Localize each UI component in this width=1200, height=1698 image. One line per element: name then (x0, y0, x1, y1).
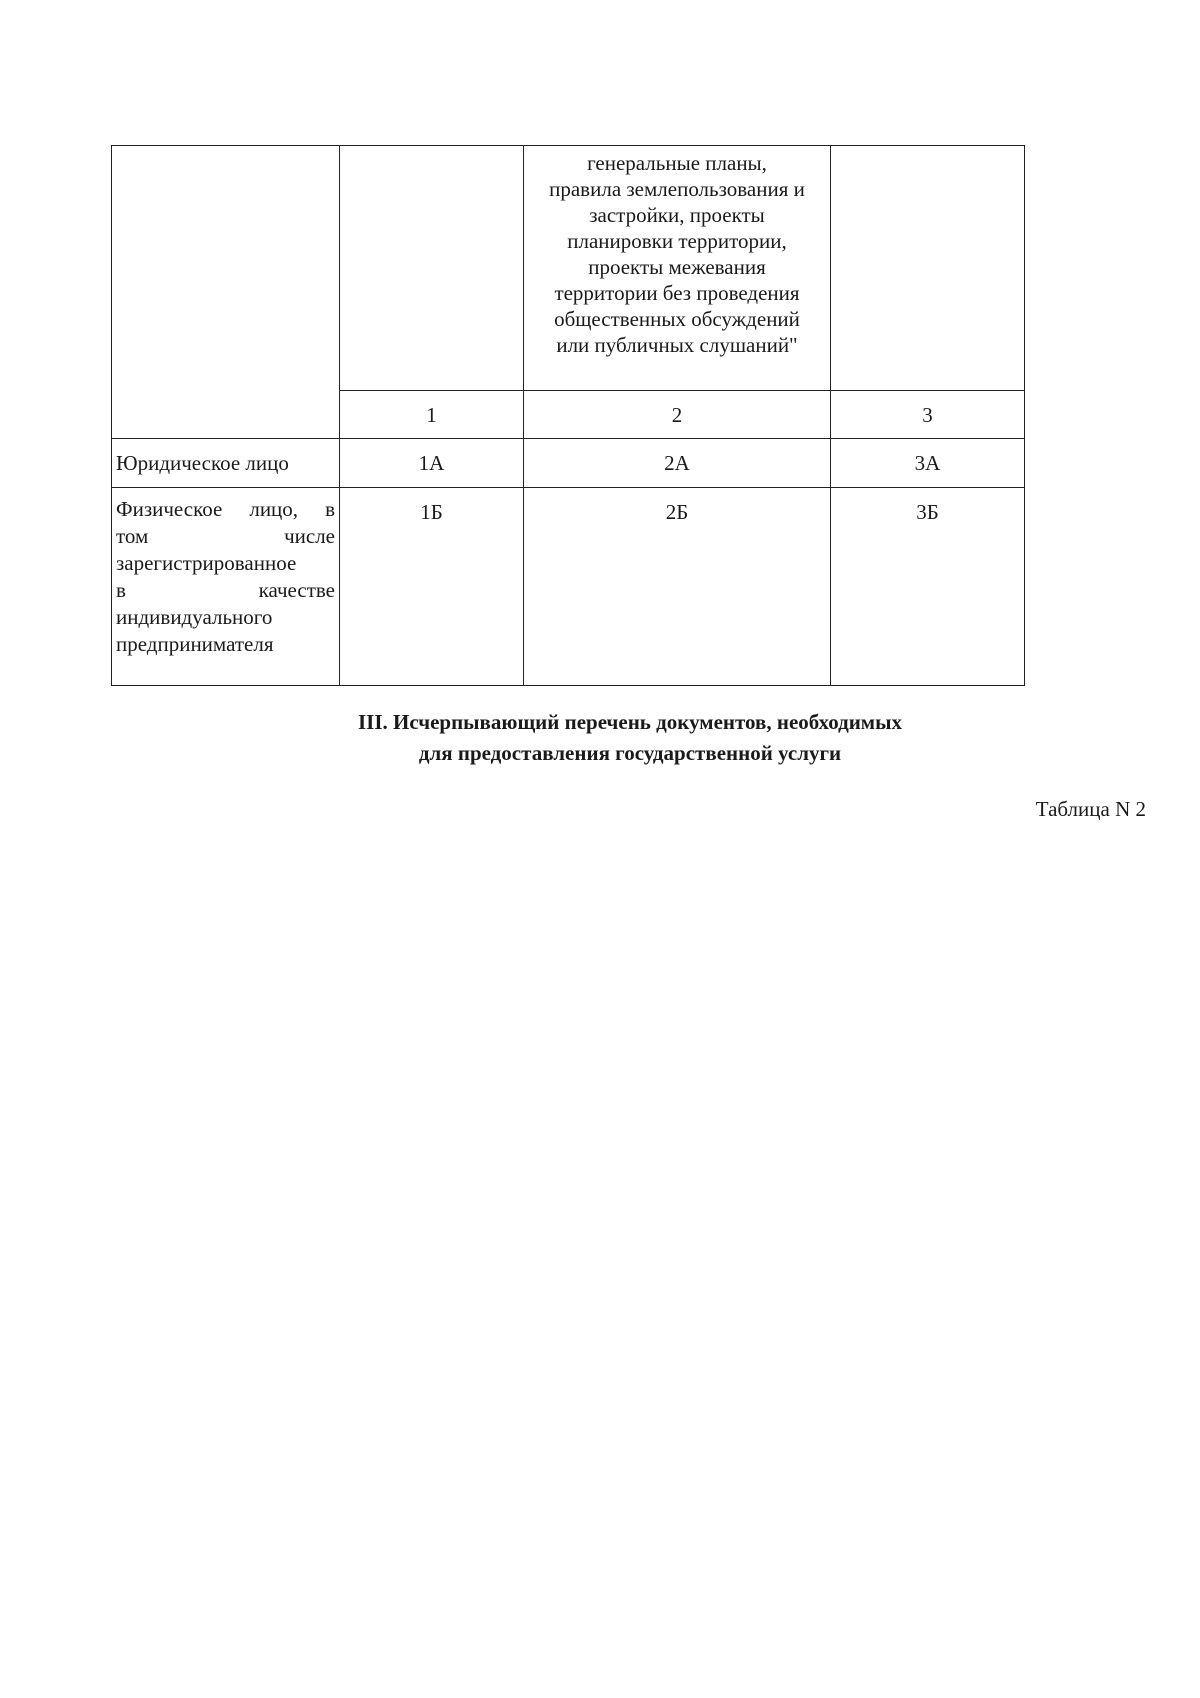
column-number: 2 (524, 391, 831, 439)
row-label: Юридическое лицо (112, 439, 340, 488)
header-line: генеральные планы, (587, 151, 767, 175)
header-line: планировки территории, (567, 229, 787, 253)
table-cell: 1А (340, 439, 524, 488)
services-table (111, 145, 1025, 686)
row-label-line: том числе (116, 524, 335, 548)
row-label-line: предпринимателя (116, 632, 274, 656)
table-cell: 3А (831, 439, 1025, 488)
section-title-line: для предоставления государственной услуги (418, 741, 842, 765)
table-cell: 3Б (831, 488, 1025, 686)
header-line: проекты межевания (588, 255, 766, 279)
row-label-line: в качестве (116, 578, 335, 602)
header-line: застройки, проекты (589, 203, 765, 227)
empty-corner-cell (112, 146, 340, 439)
header-text (524, 146, 830, 360)
table-row (112, 439, 1025, 488)
row-label (112, 488, 340, 686)
row-label-line: Физическое лицо, в (116, 497, 335, 521)
header-line: общественных обсуждений (554, 307, 800, 331)
header-cell-3 (831, 146, 1025, 391)
header-line: правила землепользования и (549, 177, 805, 201)
section-title-line: III. Исчерпывающий перечень документов, необходимых (357, 710, 903, 734)
row-label-line: зарегистрированное (116, 551, 297, 575)
table-cell: 2Б (524, 488, 831, 686)
header-cell-2 (524, 146, 831, 391)
row-label-line: индивидуального (116, 605, 273, 629)
column-number: 1 (340, 391, 524, 439)
header-line: или публичных слушаний" (556, 333, 798, 357)
table-caption: Таблица N 2 (1035, 797, 1146, 821)
header-line: территории без проведения (554, 281, 800, 305)
column-number: 3 (831, 391, 1025, 439)
table-row (112, 488, 1025, 686)
header-cell-1 (340, 146, 524, 391)
section-title (180, 707, 1080, 769)
table-cell: 1Б (340, 488, 524, 686)
table-cell: 2А (524, 439, 831, 488)
table-header-row (112, 146, 1025, 391)
